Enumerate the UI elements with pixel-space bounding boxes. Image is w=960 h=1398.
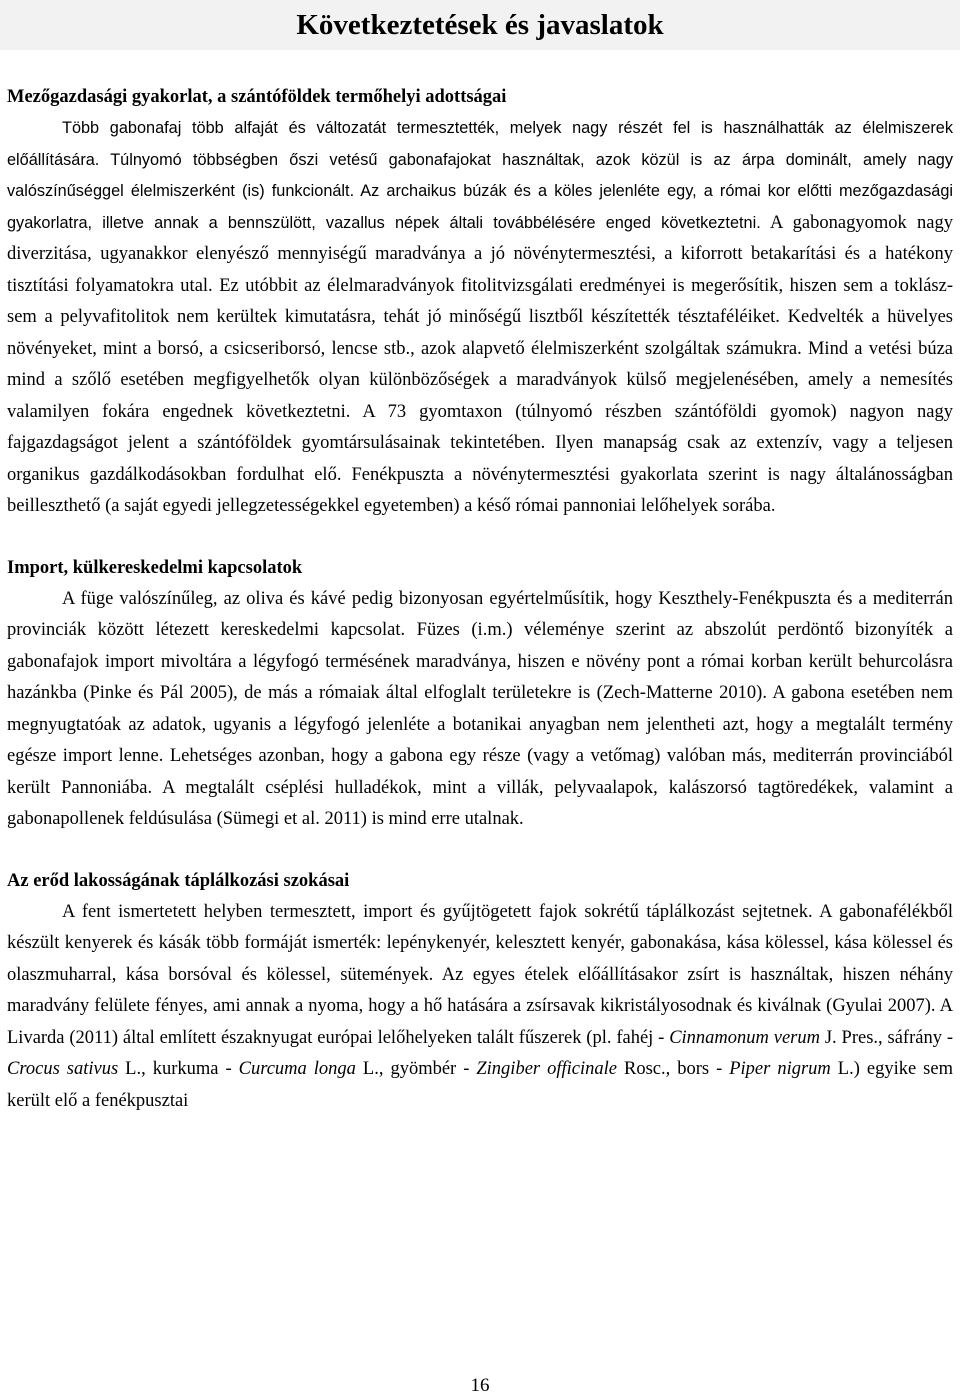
text-run: L., kurkuma - [118, 1059, 239, 1079]
text-run: L., gyömbér - [355, 1059, 477, 1079]
section-heading: Import, külkereskedelmi kapcsolatok [7, 557, 303, 578]
species-name: Piper nigrum [729, 1059, 831, 1079]
section-paragraph [7, 584, 953, 836]
text-run: A gabonagyomok nagy diverzitása, ugyanakkor elenyésző mennyiségű maradványa a jó növénytermesztési, a kiforrott betakarítási és a hatékony tisztítási folyamatokra utal. Ez utóbbit az élelmaradványok fitolitvizsgálati eredményei is megerősítik, hiszen sem a toklász- sem a pelyvafitolitok nem kerültek kimutatásra, tehát jó minőségű lisztből készítették tésztaféléiket. Kedvelték a hüvelyes növényeket, mint a borsó, a csicseriborsó, lencse stb., azok alapvető élelmiszerként szolgáltak számukra. Mind a vetési búza mind a szőlő esetében megfigyelhetők olyan különbözőségek a maradványok külső megjelenésében, amely a nemesítés valamilyen fokára engednek következtetni. A 73 gyomtaxon (túlnyomó részben szántóföldi gyomok) nagyon nagy fajgazdagságot jelent a szántóföldek gyomtársulásainak tekintetében. Ilyen manapság csak az extenzív, vagy a teljesen organikus gazdálkodásokban fordulhat elő. Fenékpuszta a növénytermesztési gyakorlata szerint is nagy általánosságban beilleszthető (a saját egyedi jellegzetességekkel egyetemben) a késő római pannoniai lelőhelyek sorába. [7, 212, 953, 516]
text-run: A füge valószínűleg, az oliva és kávé pedig bizonyosan egyértelműsítik, hogy Keszthely-Fenékpuszta és a mediterrán provinciák között létezett kereskedelmi kapcsolat. Füzes (i.m.) véleménye szerint az abszolút perdöntő bizonyíték a gabonafajok import mivoltára a légyfogó termésének maradványa, hiszen e növény pont a római korban került behurcolásra hazánkba (Pinke és Pál 2005), de más a rómaiak által elfoglalt területekre is (Zech-Matterne 2010). A gabona esetében nem megnyugtatóak az adatok, ugyanis a légyfogó jelenléte a botanikai anyagban nem jelentheti azt, hogy a megtalált termény egésze import lenne. Lehetséges azonban, hogy a gabona egy része (vagy a vetőmag) valóban más, mediterrán provinciából került Pannoniába. A megtalált cséplési hulladékok, mint a villák, pelyvaalapok, kalászorsó tagtöredékek, valamint a gabonapollenek feldúsulása (Sümegi et al. 2011) is mind erre utalnak. [7, 588, 953, 829]
page-number: 16 [470, 1375, 490, 1396]
section-diet-habits [7, 866, 953, 1118]
species-name: Cinnamonum verum [669, 1027, 820, 1048]
document-body [7, 82, 953, 1147]
section-heading: Az erőd lakosságának táplálkozási szokásai [7, 870, 350, 891]
species-name: Zingiber officinale [476, 1059, 617, 1079]
text-run: Rosc., bors - [616, 1059, 730, 1079]
species-name: Curcuma longa [238, 1059, 356, 1079]
section-agricultural-practice [7, 82, 953, 523]
page-title: Következtetések és javaslatok [296, 8, 664, 41]
text-run: L.) egyike sem került elő a fenékpusztai [7, 1059, 953, 1111]
section-import-trade [7, 553, 953, 836]
text-run: A fent ismertetett helyben termesztett, import és gyűjtögetett fajok sokrétű táplálkozást sejtetnek. A gabonafélékből készült kenyerek és kásák több formáját ismerték: lepénykenyér, kelesztett kenyér, gabonakása, kása kölessel, kása kölessel és olaszmuharral, kása borsóval és kölessel, sütemények. Az egyes ételek előállításakor zsírt is használtak, hiszen néhány maradvány felülete fényes, ami annak a nyoma, hogy a hő hatására a zsírsavak kikristályosodnak és kiválnak (Gyulai 2007). A Livarda (2011) által említett északnyugat európai lelőhelyeken talált fűszerek (pl. fahéj - [7, 901, 953, 1048]
section-paragraph [7, 897, 953, 1118]
species-name: Crocus sativus [7, 1059, 119, 1079]
section-heading: Mezőgazdasági gyakorlat, a szántóföldek termőhelyi adottságai [7, 87, 507, 107]
section-paragraph [7, 113, 953, 523]
title-bar [0, 0, 960, 50]
text-run: J. Pres., sáfrány - [820, 1027, 953, 1048]
text-run: Több gabonafaj több alfaját és változatát termesztették, melyek nagy részét fel is használhatták az élelmiszerek előállítására. Túlnyomó többségben őszi vetésű gabonafajokat használtak, azok közül is az árpa dominált, amely nagy valószínűséggel élelmiszerként (is) funkcionált. Az archaikus búzák és a köles jelenléte egy, a római kor előtti mezőgazdasági gyakorlatra, illetve annak a bennszülött, vazallus népek általi továbbélésére enged következtetni. [7, 119, 953, 232]
